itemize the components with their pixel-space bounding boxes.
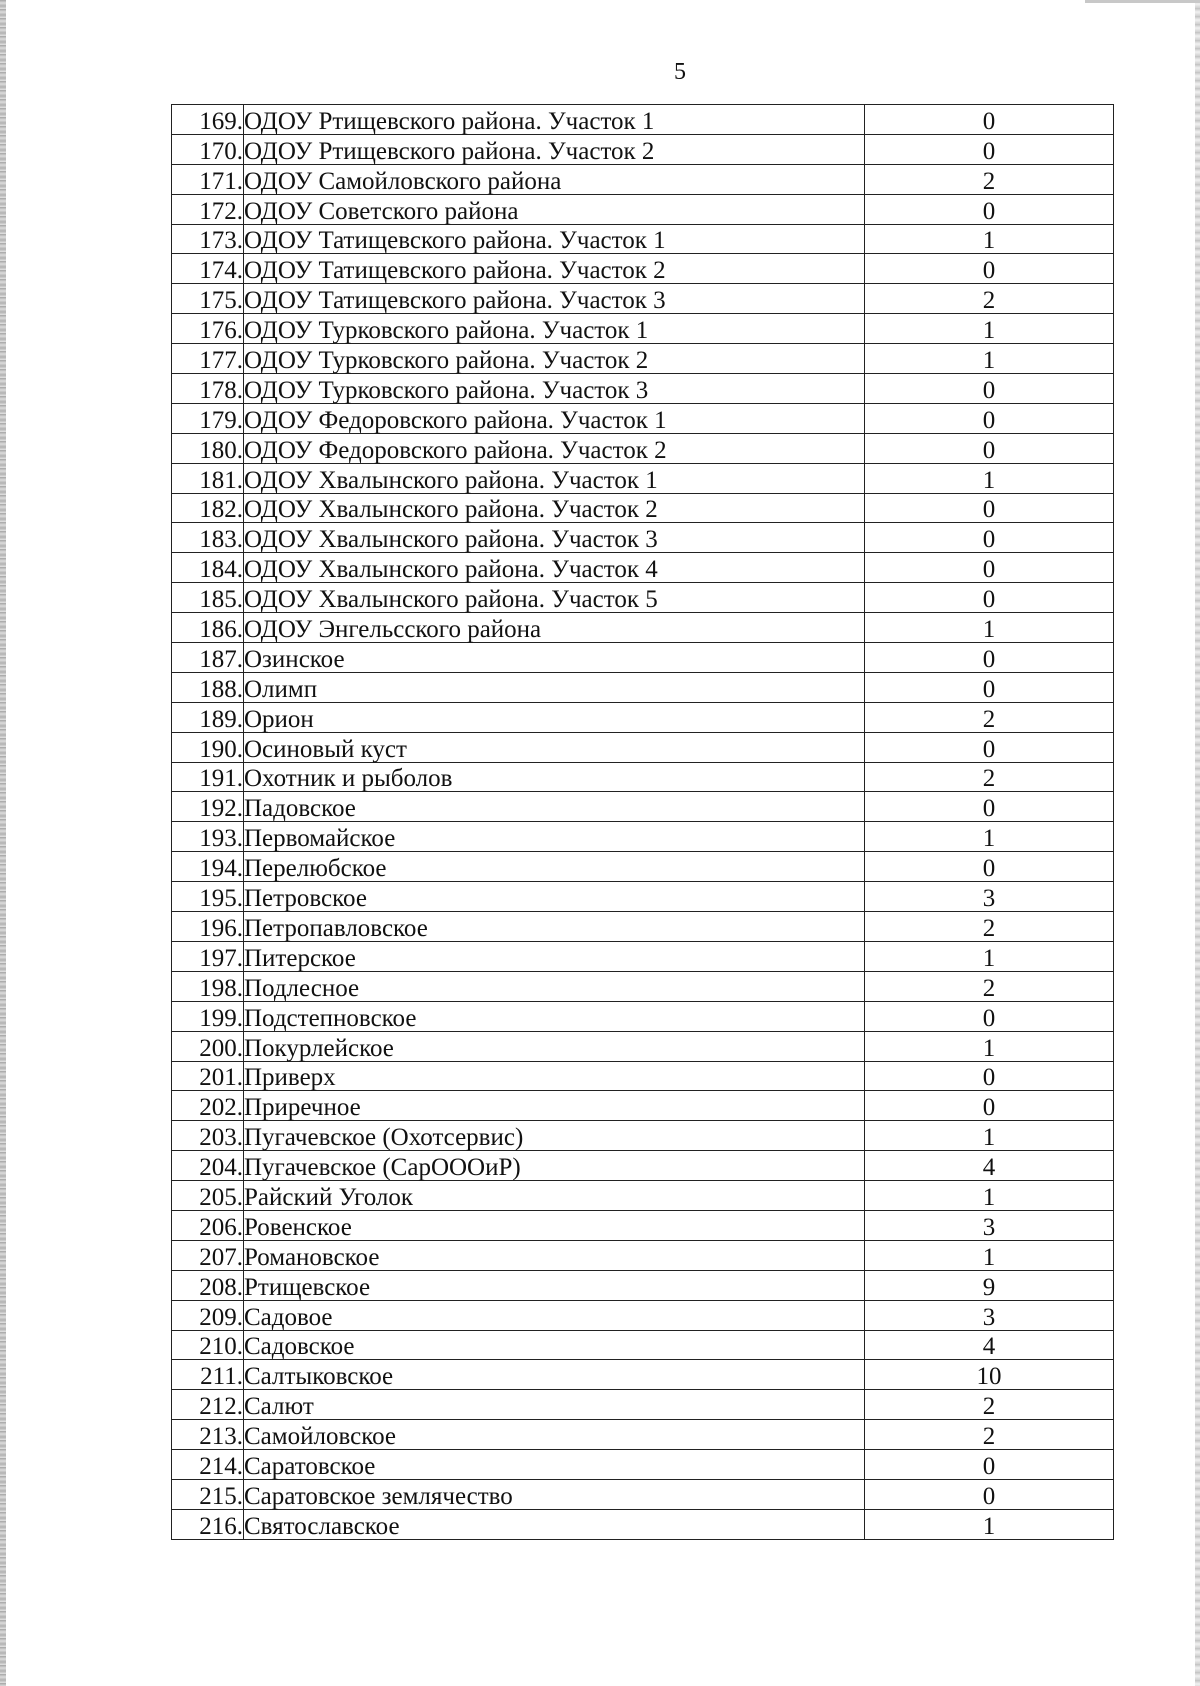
row-value: 9 [865, 1270, 1114, 1300]
row-number: 202. [172, 1091, 244, 1121]
row-number: 184. [172, 553, 244, 583]
row-number: 176. [172, 314, 244, 344]
row-value: 0 [865, 583, 1114, 613]
row-number: 206. [172, 1210, 244, 1240]
row-name: ОДОУ Татищевского района. Участок 2 [244, 254, 865, 284]
row-value: 1 [865, 1181, 1114, 1211]
table-row [172, 583, 1114, 613]
row-number: 173. [172, 224, 244, 254]
row-number: 201. [172, 1061, 244, 1091]
row-value: 0 [865, 1091, 1114, 1121]
row-name: ОДОУ Татищевского района. Участок 3 [244, 284, 865, 314]
table-row [172, 1001, 1114, 1031]
row-number: 194. [172, 852, 244, 882]
row-number: 209. [172, 1300, 244, 1330]
row-name: ОДОУ Федоровского района. Участок 1 [244, 403, 865, 433]
row-name: Романовское [244, 1240, 865, 1270]
row-name: Приверх [244, 1061, 865, 1091]
row-name: Охотник и рыболов [244, 762, 865, 792]
row-value: 0 [865, 433, 1114, 463]
row-name: Садовское [244, 1330, 865, 1360]
row-number: 195. [172, 882, 244, 912]
row-name: Самойловское [244, 1420, 865, 1450]
row-number: 179. [172, 403, 244, 433]
row-name: Пугачевское (Охотсервис) [244, 1121, 865, 1151]
table-body [172, 105, 1114, 1540]
table-row [172, 792, 1114, 822]
row-number: 215. [172, 1479, 244, 1509]
row-number: 171. [172, 164, 244, 194]
row-value: 0 [865, 732, 1114, 762]
data-table [171, 104, 1114, 1540]
row-number: 198. [172, 971, 244, 1001]
row-name: Салтыковское [244, 1360, 865, 1390]
row-name: Святославское [244, 1509, 865, 1539]
row-number: 214. [172, 1450, 244, 1480]
row-name: Райский Уголок [244, 1181, 865, 1211]
row-name: ОДОУ Турковского района. Участок 3 [244, 374, 865, 404]
table-row [172, 1300, 1114, 1330]
row-number: 172. [172, 194, 244, 224]
row-value: 0 [865, 643, 1114, 673]
row-number: 213. [172, 1420, 244, 1450]
row-value: 2 [865, 702, 1114, 732]
table-row [172, 852, 1114, 882]
row-number: 210. [172, 1330, 244, 1360]
row-value: 2 [865, 912, 1114, 942]
row-name: ОДОУ Советского района [244, 194, 865, 224]
row-name: Орион [244, 702, 865, 732]
table-row [172, 194, 1114, 224]
row-number: 211. [172, 1360, 244, 1390]
row-value: 1 [865, 344, 1114, 374]
table-row [172, 374, 1114, 404]
table-row [172, 941, 1114, 971]
row-value: 3 [865, 882, 1114, 912]
row-value: 0 [865, 194, 1114, 224]
row-value: 3 [865, 1300, 1114, 1330]
row-value: 1 [865, 941, 1114, 971]
row-number: 187. [172, 643, 244, 673]
row-number: 185. [172, 583, 244, 613]
row-number: 191. [172, 762, 244, 792]
row-value: 1 [865, 1031, 1114, 1061]
row-name: Первомайское [244, 822, 865, 852]
row-number: 197. [172, 941, 244, 971]
row-value: 2 [865, 164, 1114, 194]
row-number: 186. [172, 613, 244, 643]
row-name: ОДОУ Федоровского района. Участок 2 [244, 433, 865, 463]
row-number: 174. [172, 254, 244, 284]
row-number: 216. [172, 1509, 244, 1539]
row-name: Олимп [244, 672, 865, 702]
table-row [172, 1121, 1114, 1151]
row-name: ОДОУ Хвалынского района. Участок 2 [244, 493, 865, 523]
row-name: ОДОУ Хвалынского района. Участок 1 [244, 463, 865, 493]
row-value: 0 [865, 134, 1114, 164]
row-name: ОДОУ Турковского района. Участок 2 [244, 344, 865, 374]
table-row [172, 433, 1114, 463]
row-name: Падовское [244, 792, 865, 822]
row-value: 0 [865, 1001, 1114, 1031]
row-name: ОДОУ Турковского района. Участок 1 [244, 314, 865, 344]
row-name: Салют [244, 1390, 865, 1420]
row-name: Подстепновское [244, 1001, 865, 1031]
row-value: 4 [865, 1330, 1114, 1360]
row-value: 1 [865, 1509, 1114, 1539]
row-value: 1 [865, 613, 1114, 643]
table-row [172, 1210, 1114, 1240]
row-number: 196. [172, 912, 244, 942]
row-value: 0 [865, 672, 1114, 702]
row-number: 183. [172, 523, 244, 553]
row-value: 0 [865, 1061, 1114, 1091]
row-name: Озинское [244, 643, 865, 673]
row-value: 2 [865, 971, 1114, 1001]
row-number: 170. [172, 134, 244, 164]
table-row [172, 254, 1114, 284]
row-value: 10 [865, 1360, 1114, 1390]
row-value: 1 [865, 224, 1114, 254]
table-row [172, 403, 1114, 433]
table-row [172, 672, 1114, 702]
scan-edge-top [1085, 0, 1200, 3]
table-row [172, 732, 1114, 762]
table-row [172, 702, 1114, 732]
row-value: 0 [865, 403, 1114, 433]
row-number: 180. [172, 433, 244, 463]
table-row [172, 1450, 1114, 1480]
row-value: 4 [865, 1151, 1114, 1181]
row-number: 204. [172, 1151, 244, 1181]
table-row [172, 134, 1114, 164]
row-name: Саратовское землячество [244, 1479, 865, 1509]
table-row [172, 344, 1114, 374]
row-name: Покурлейское [244, 1031, 865, 1061]
row-number: 200. [172, 1031, 244, 1061]
row-name: ОДОУ Энгельсского района [244, 613, 865, 643]
row-value: 2 [865, 762, 1114, 792]
row-number: 188. [172, 672, 244, 702]
row-value: 0 [865, 553, 1114, 583]
row-number: 175. [172, 284, 244, 314]
table-row [172, 762, 1114, 792]
row-name: ОДОУ Самойловского района [244, 164, 865, 194]
row-name: ОДОУ Хвалынского района. Участок 5 [244, 583, 865, 613]
row-value: 3 [865, 1210, 1114, 1240]
row-number: 178. [172, 374, 244, 404]
scan-edge-left [0, 0, 6, 1686]
row-value: 0 [865, 493, 1114, 523]
row-name: ОДОУ Хвалынского района. Участок 3 [244, 523, 865, 553]
table-row [172, 882, 1114, 912]
row-number: 203. [172, 1121, 244, 1151]
table-row [172, 1360, 1114, 1390]
table-row [172, 314, 1114, 344]
row-number: 208. [172, 1270, 244, 1300]
row-value: 0 [865, 792, 1114, 822]
row-value: 1 [865, 314, 1114, 344]
row-number: 169. [172, 105, 244, 135]
row-value: 2 [865, 284, 1114, 314]
table-row [172, 1509, 1114, 1539]
table-row [172, 1031, 1114, 1061]
table-row [172, 164, 1114, 194]
row-number: 207. [172, 1240, 244, 1270]
row-name: Подлесное [244, 971, 865, 1001]
row-name: Приречное [244, 1091, 865, 1121]
row-name: Питерское [244, 941, 865, 971]
row-name: Ртищевское [244, 1270, 865, 1300]
row-number: 193. [172, 822, 244, 852]
row-name: Перелюбское [244, 852, 865, 882]
table-row [172, 463, 1114, 493]
table-row [172, 105, 1114, 135]
row-value: 2 [865, 1390, 1114, 1420]
row-value: 0 [865, 374, 1114, 404]
row-value: 0 [865, 852, 1114, 882]
row-value: 1 [865, 822, 1114, 852]
row-value: 0 [865, 254, 1114, 284]
row-number: 181. [172, 463, 244, 493]
row-name: ОДОУ Хвалынского района. Участок 4 [244, 553, 865, 583]
table-row [172, 493, 1114, 523]
row-value: 0 [865, 1479, 1114, 1509]
row-number: 192. [172, 792, 244, 822]
row-name: ОДОУ Ртищевского района. Участок 2 [244, 134, 865, 164]
table-row [172, 971, 1114, 1001]
table-row [172, 822, 1114, 852]
table-row [172, 912, 1114, 942]
table-row [172, 1181, 1114, 1211]
table-row [172, 553, 1114, 583]
row-name: Петровское [244, 882, 865, 912]
row-name: Осиновый куст [244, 732, 865, 762]
row-value: 1 [865, 463, 1114, 493]
table-row [172, 1330, 1114, 1360]
row-number: 205. [172, 1181, 244, 1211]
table-row [172, 1270, 1114, 1300]
table-row [172, 1479, 1114, 1509]
table-row [172, 1420, 1114, 1450]
table-row [172, 1390, 1114, 1420]
row-number: 182. [172, 493, 244, 523]
row-name: Петропавловское [244, 912, 865, 942]
row-number: 177. [172, 344, 244, 374]
row-name: Пугачевское (СарОООиР) [244, 1151, 865, 1181]
table-row [172, 1061, 1114, 1091]
row-number: 199. [172, 1001, 244, 1031]
table-row [172, 613, 1114, 643]
table-row [172, 643, 1114, 673]
row-value: 1 [865, 1121, 1114, 1151]
row-value: 0 [865, 105, 1114, 135]
row-number: 189. [172, 702, 244, 732]
row-value: 0 [865, 1450, 1114, 1480]
table-row [172, 1240, 1114, 1270]
page-number: 5 [674, 59, 686, 85]
row-name: ОДОУ Ртищевского района. Участок 1 [244, 105, 865, 135]
row-number: 212. [172, 1390, 244, 1420]
row-name: Саратовское [244, 1450, 865, 1480]
row-name: ОДОУ Татищевского района. Участок 1 [244, 224, 865, 254]
table-row [172, 523, 1114, 553]
row-value: 2 [865, 1420, 1114, 1450]
table-row [172, 224, 1114, 254]
row-value: 0 [865, 523, 1114, 553]
row-number: 190. [172, 732, 244, 762]
row-value: 1 [865, 1240, 1114, 1270]
table-row [172, 1091, 1114, 1121]
table-row [172, 1151, 1114, 1181]
row-name: Ровенское [244, 1210, 865, 1240]
scan-edge-right [1195, 0, 1200, 1686]
table-row [172, 284, 1114, 314]
row-name: Садовое [244, 1300, 865, 1330]
